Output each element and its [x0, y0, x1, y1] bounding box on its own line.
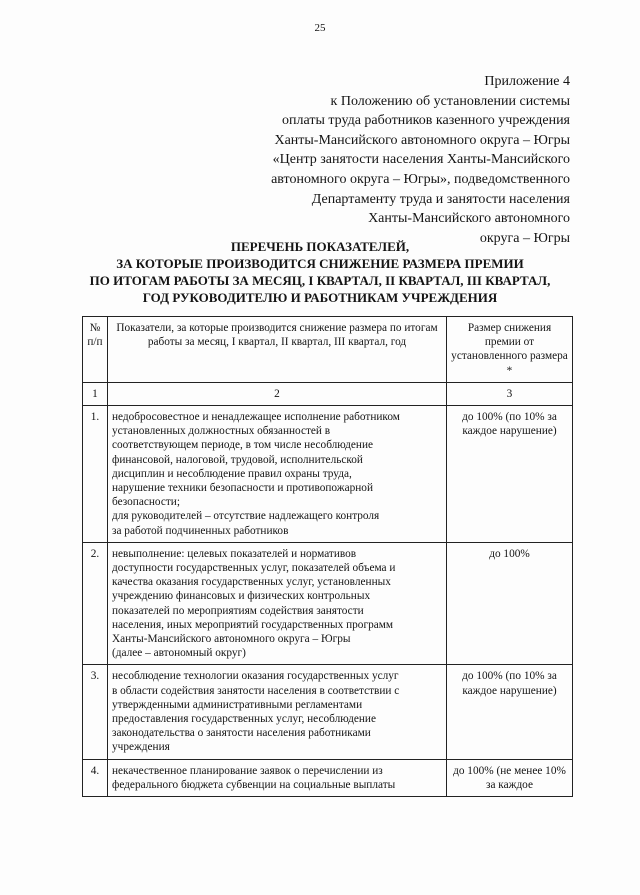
description-line: доступности государственных услуг, показателей объема и — [112, 562, 396, 575]
document-title — [60, 238, 580, 306]
description-line: установленных должностных обязанностей в — [112, 425, 331, 438]
appendix-line: автономного округа – Югры», подведомственного — [271, 171, 570, 187]
description-line: в области содействия занятости населения в соответствии с — [112, 684, 400, 697]
title-line: ЗА КОТОРЫЕ ПРОИЗВОДИТСЯ СНИЖЕНИЕ РАЗМЕРА ПРЕМИИ — [116, 256, 524, 271]
page-number: 25 — [314, 22, 326, 34]
title-line: ГОД РУКОВОДИТЕЛЮ И РАБОТНИКАМ УЧРЕЖДЕНИЯ — [142, 290, 498, 305]
appendix-line: Приложение 4 — [484, 74, 570, 89]
description-line: для руководителей – отсутствие надлежащего контроля — [112, 510, 380, 523]
appendix-line: Ханты-Мансийского автономного — [368, 211, 570, 227]
description-line: дисциплин и несоблюдение правил охраны труда, — [112, 467, 352, 480]
description-line: за работой подчиненных работников — [112, 524, 289, 537]
appendix-line: «Центр занятости населения Ханты-Мансийского — [272, 152, 570, 168]
description-line: федерального бюджета субвенции на социальные выплаты — [112, 778, 396, 791]
row-number: 3. — [83, 665, 108, 759]
description-line: недобросовестное и ненадлежащее исполнение работником — [112, 411, 400, 424]
indicators-table — [82, 316, 573, 797]
description-line: нарушение техники безопасности и противопожарной — [112, 482, 373, 495]
description-line: учреждения — [112, 741, 170, 754]
appendix-header — [200, 72, 570, 248]
row-description — [108, 759, 447, 796]
column-numbers-row — [83, 382, 573, 405]
description-line: законодательства о занятости населения работниками — [112, 727, 371, 740]
description-line: утвержденными административными регламентами — [112, 698, 363, 711]
description-line: учреждению финансовых и физических контрольных — [112, 590, 371, 603]
description-line: качества оказания государственных услуг, установленных — [112, 576, 391, 589]
title-line: ПО ИТОГАМ РАБОТЫ ЗА МЕСЯЦ, I КВАРТАЛ, II КВАРТАЛ, III КВАРТАЛ, — [89, 273, 551, 288]
header-indicator: Показатели, за которые производится снижение размера по итогам работы за месяц, I квартал, II квартал, III квартал, год — [108, 317, 447, 383]
description-line: показателей по мероприятиям содействия занятости — [112, 604, 364, 617]
description-line: соответствующем периоде, в том числе несоблюдение — [112, 439, 374, 452]
description-line: (далее – автономный округ) — [112, 647, 246, 660]
row-description — [108, 665, 447, 759]
row-value: до 100% (не менее 10% за каждое — [447, 759, 573, 796]
appendix-line: Департаменту труда и занятости населения — [311, 191, 570, 207]
row-value: до 100% — [447, 542, 573, 665]
appendix-line: оплаты труда работников казенного учреждения — [282, 113, 570, 129]
column-number: 3 — [447, 382, 573, 405]
row-value: до 100% (по 10% за каждое нарушение) — [447, 406, 573, 543]
table-row — [83, 665, 573, 759]
table-row — [83, 406, 573, 543]
title-line: ПЕРЕЧЕНЬ ПОКАЗАТЕЛЕЙ, — [230, 239, 410, 254]
table-row — [83, 542, 573, 665]
header-reduction: Размер снижения премии от установленного размера * — [447, 317, 573, 383]
description-line: безопасности; — [112, 496, 180, 509]
row-value: до 100% (по 10% за каждое нарушение) — [447, 665, 573, 759]
appendix-line: округа – Югры — [479, 230, 570, 246]
row-number: 4. — [83, 759, 108, 796]
column-number: 1 — [83, 382, 108, 405]
appendix-line: к Положению об установлении системы — [330, 93, 570, 109]
description-line: Ханты-Мансийского автономного округа – Югры — [112, 633, 351, 646]
header-number: № п/п — [83, 317, 108, 383]
description-line: финансовой, налоговой, трудовой, исполнительской — [112, 453, 363, 466]
description-line: предоставления государственных услуг, несоблюдение — [112, 713, 376, 726]
column-number: 2 — [108, 382, 447, 405]
row-number: 2. — [83, 542, 108, 665]
row-number: 1. — [83, 406, 108, 543]
row-description — [108, 406, 447, 543]
appendix-line: Ханты-Мансийского автономного округа – Югры — [274, 132, 570, 148]
description-line: несоблюдение технологии оказания государственных услуг — [112, 670, 399, 683]
description-line: некачественное планирование заявок о перечислении из — [112, 764, 383, 777]
table-header-row — [83, 317, 573, 383]
description-line: населения, иных мероприятий государственных программ — [112, 618, 394, 631]
row-description — [108, 542, 447, 665]
description-line: невыполнение: целевых показателей и нормативов — [112, 547, 357, 560]
table-row — [83, 759, 573, 796]
